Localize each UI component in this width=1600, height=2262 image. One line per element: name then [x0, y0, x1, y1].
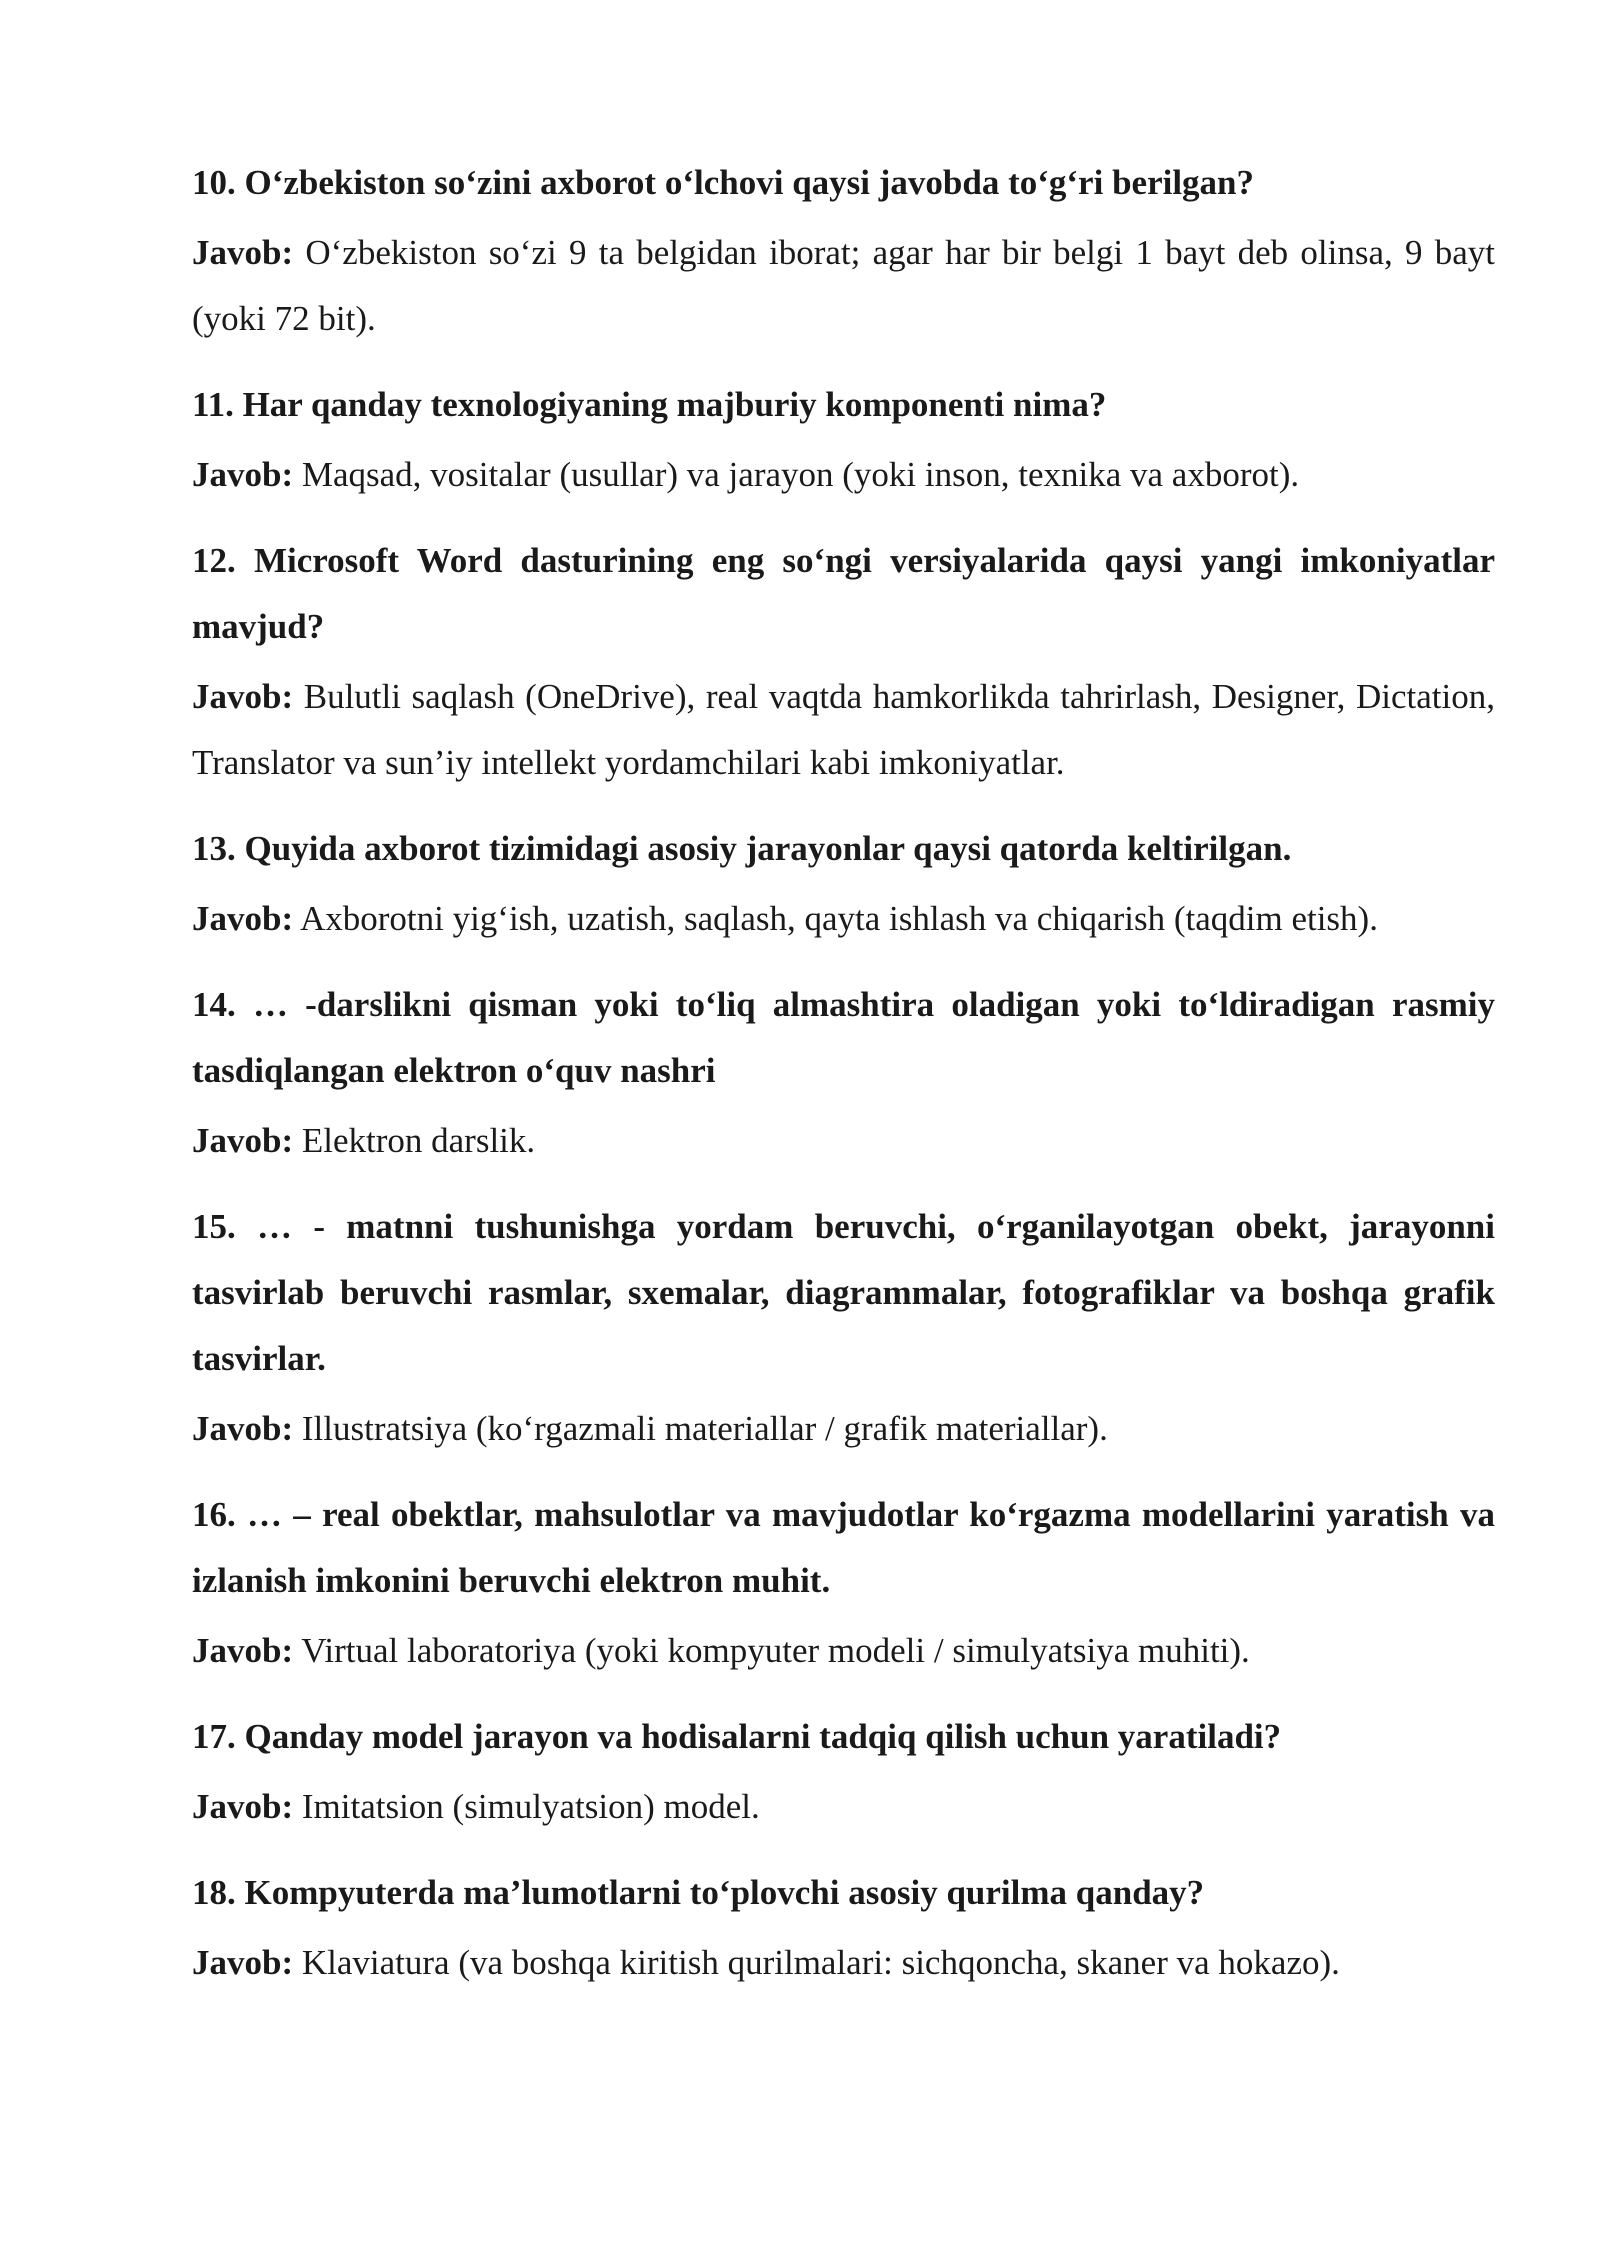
answer-text: O‘zbekiston so‘zi 9 ta belgidan iborat; agar har bir belgi 1 bayt deb olinsa, 9 bayt (yoki 72 bit). — [192, 233, 1495, 338]
answer-label: Javob: — [192, 1787, 294, 1826]
answer-label: Javob: — [192, 1121, 294, 1160]
answer-label: Javob: — [192, 677, 294, 716]
question-12: 12. Microsoft Word dasturining eng so‘ngi versiyalarida qaysi yangi imkoniyatlar mavjud? — [192, 541, 1495, 646]
question-14: 14. … -darslikni qisman yoki to‘liq almashtira oladigan yoki to‘ldiradigan rasmiy tasdiqlangan elektron o‘quv nashri — [192, 985, 1495, 1090]
answer-14 — [192, 1108, 1495, 1174]
answer-text: Maqsad, vositalar (usullar) va jarayon (yoki inson, texnika va axborot). — [301, 455, 1300, 494]
answer-text: Axborotni yig‘ish, uzatish, saqlash, qayta ishlash va chiqarish (taqdim etish). — [299, 899, 1378, 938]
qa-item-16 — [192, 1482, 1495, 1684]
qa-item-14 — [192, 972, 1495, 1174]
qa-item-10 — [192, 150, 1495, 352]
answer-text: Illustratsiya (ko‘rgazmali materiallar / grafik materiallar). — [301, 1409, 1108, 1448]
answer-text: Klaviatura (va boshqa kiritish qurilmalari: sichqoncha, skaner va hokazo). — [301, 1943, 1340, 1982]
answer-text: Imitatsion (simulyatsion) model. — [301, 1787, 760, 1826]
question-13: 13. Quyida axborot tizimidagi asosiy jarayonlar qaysi qatorda keltirilgan. — [192, 829, 1292, 868]
answer-18 — [192, 1930, 1495, 1996]
answer-16 — [192, 1618, 1495, 1684]
answer-text: Elektron darslik. — [301, 1121, 536, 1160]
question-10: 10. O‘zbekiston so‘zini axborot o‘lchovi qaysi javobda to‘g‘ri berilgan? — [192, 163, 1255, 202]
qa-item-18 — [192, 1860, 1495, 1996]
qa-item-13 — [192, 816, 1495, 952]
answer-text: Bulutli saqlash (OneDrive), real vaqtda hamkorlikda tahrirlash, Designer, Dictation, Translator va sun’iy intellekt yordamchilari kabi imkoniyatlar. — [192, 677, 1495, 782]
answer-label: Javob: — [192, 1409, 294, 1448]
answer-17 — [192, 1774, 1495, 1840]
answer-label: Javob: — [192, 899, 294, 938]
question-16: 16. … – real obektlar, mahsulotlar va mavjudotlar ko‘rgazma modellarini yaratish va izlanish imkonini beruvchi elektron muhit. — [192, 1495, 1495, 1600]
answer-13 — [192, 886, 1495, 952]
document-page — [192, 150, 1495, 2016]
answer-10 — [192, 220, 1495, 352]
question-11: 11. Har qanday texnologiyaning majburiy komponenti nima? — [192, 385, 1107, 424]
question-15: 15. … - matnni tushunishga yordam beruvchi, o‘rganilayotgan obekt, jarayonni tasvirlab beruvchi rasmlar, sxemalar, diagrammalar, fotografiklar va boshqa grafik tasvirlar. — [192, 1207, 1495, 1378]
answer-12 — [192, 664, 1495, 796]
answer-15 — [192, 1396, 1495, 1462]
answer-label: Javob: — [192, 1631, 294, 1670]
answer-label: Javob: — [192, 1943, 294, 1982]
answer-11 — [192, 442, 1495, 508]
answer-label: Javob: — [192, 233, 294, 272]
qa-item-15 — [192, 1194, 1495, 1462]
question-17: 17. Qanday model jarayon va hodisalarni tadqiq qilish uchun yaratiladi? — [192, 1717, 1282, 1756]
qa-item-17 — [192, 1704, 1495, 1840]
answer-text: Virtual laboratoriya (yoki kompyuter modeli / simulyatsiya muhiti). — [301, 1631, 1250, 1670]
qa-item-11 — [192, 372, 1495, 508]
answer-label: Javob: — [192, 455, 294, 494]
qa-item-12 — [192, 528, 1495, 796]
question-18: 18. Kompyuterda ma’lumotlarni to‘plovchi asosiy qurilma qanday? — [192, 1873, 1205, 1912]
